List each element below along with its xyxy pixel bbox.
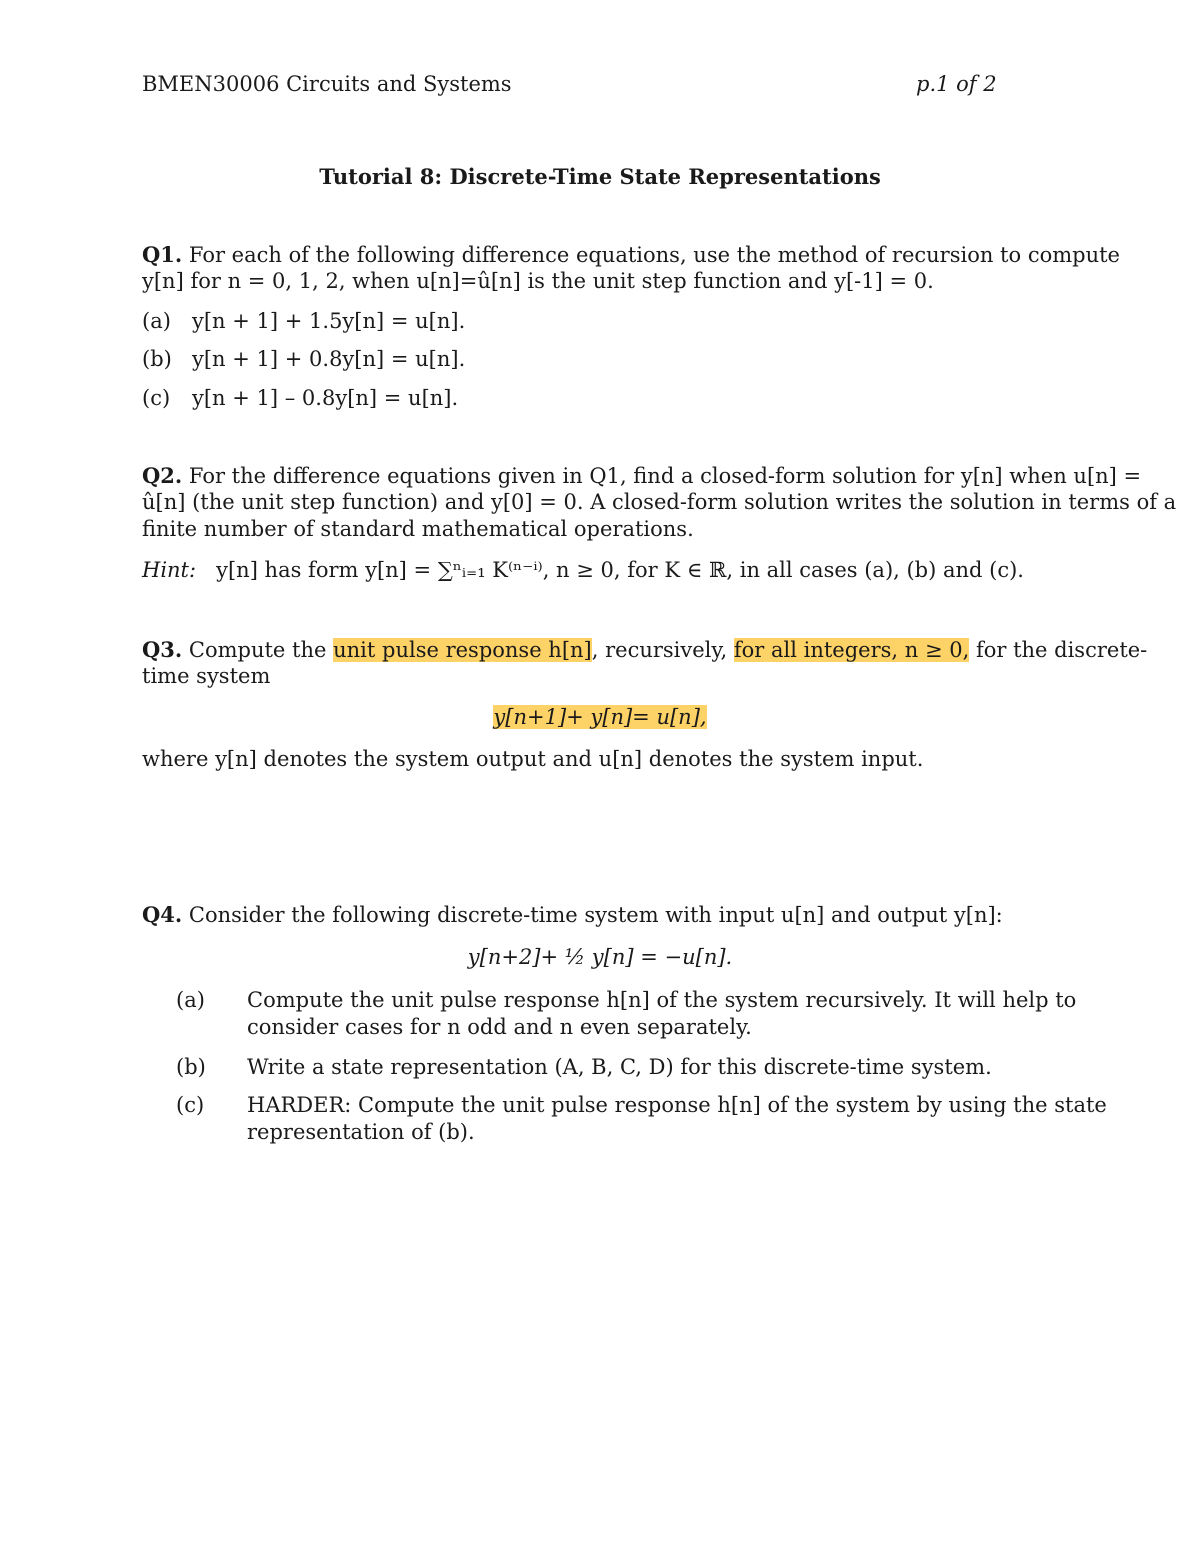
q3-text-mid: , recursively,: [591, 638, 728, 662]
q3-text-2: time system: [142, 664, 271, 688]
q4-item-a-text-1: Compute the unit pulse response h[n] of the system recursively. It will help to: [247, 988, 1077, 1012]
q3-text-post: for the discrete-: [975, 638, 1148, 662]
hint-label: Hint:: [142, 558, 197, 582]
q4-item-c-text-1: HARDER: Compute the unit pulse response h[n] of the system by using the state: [247, 1093, 1107, 1117]
q1-item-a-eq: y[n + 1] + 1.5y[n] = u[n].: [192, 309, 466, 333]
q1-item-b-tag: (b): [142, 347, 172, 371]
q2-label: Q2.: [142, 463, 183, 488]
q1-item-a-tag: (a): [142, 309, 171, 333]
q3-equation-row: [0, 705, 1200, 729]
q4-label: Q4.: [142, 902, 183, 927]
tutorial-title: Tutorial 8: Discrete-Time State Representations: [319, 164, 881, 189]
q4-item-c-tag: (c): [176, 1093, 205, 1117]
q3-equation: y[n+1]+ y[n]= u[n],: [493, 705, 707, 729]
q4-item-b-text-1: Write a state representation (A, B, C, D) for this discrete-time system.: [247, 1055, 992, 1079]
q1-item-c-tag: (c): [142, 386, 171, 410]
q3-text-pre: Compute the: [188, 638, 327, 662]
q2-text-1: For the difference equations given in Q1, find a closed-form solution for y[n] when u[n] =: [188, 464, 1142, 488]
q2-text-2: û[n] (the unit step function) and y[0] = 0. A closed-form solution writes the solution in terms of a: [142, 490, 1177, 514]
q4-item-c-text-2: representation of (b).: [247, 1120, 475, 1144]
page-number: p.1 of 2: [916, 72, 997, 96]
q3-line-1: [142, 637, 1147, 662]
q3-label: Q3.: [142, 637, 183, 662]
q3-highlight-1: unit pulse response h[n]: [333, 638, 592, 662]
q1-label: Q1.: [142, 242, 183, 267]
course-title: BMEN30006 Circuits and Systems: [142, 72, 512, 96]
q2-text-3: finite number of standard mathematical operations.: [142, 517, 694, 541]
q4-item-b-tag: (b): [176, 1055, 206, 1079]
q1-line-1: [142, 242, 1120, 267]
hint-text: y[n] has form y[n] = ∑ⁿᵢ₌₁ K⁽ⁿ⁻ⁱ⁾, n ≥ 0, for K ∈ ℝ, in all cases (a), (b) and (c).: [216, 558, 1024, 582]
q2-line-1: [142, 463, 1141, 488]
q1-text-1: For each of the following difference equations, use the method of recursion to compute: [188, 243, 1120, 267]
q4-item-a-text-2: consider cases for n odd and n even separately.: [247, 1015, 752, 1039]
q1-item-c-eq: y[n + 1] – 0.8y[n] = u[n].: [192, 386, 459, 410]
q1-text-2: y[n] for n = 0, 1, 2, when u[n]=û[n] is the unit step function and y[-1] = 0.: [142, 269, 934, 293]
q4-text-1: Consider the following discrete-time system with input u[n] and output y[n]:: [188, 903, 1003, 927]
q4-equation: y[n+2]+ ½ y[n] = −u[n].: [467, 945, 733, 969]
q2-hint: [142, 558, 1024, 582]
q3-highlight-2: for all integers, n ≥ 0,: [733, 638, 970, 662]
q1-item-b-eq: y[n + 1] + 0.8y[n] = u[n].: [192, 347, 466, 371]
q4-item-a-tag: (a): [176, 988, 205, 1012]
q3-text-3: where y[n] denotes the system output and u[n] denotes the system input.: [142, 747, 924, 771]
q4-line-1: [142, 902, 1003, 927]
